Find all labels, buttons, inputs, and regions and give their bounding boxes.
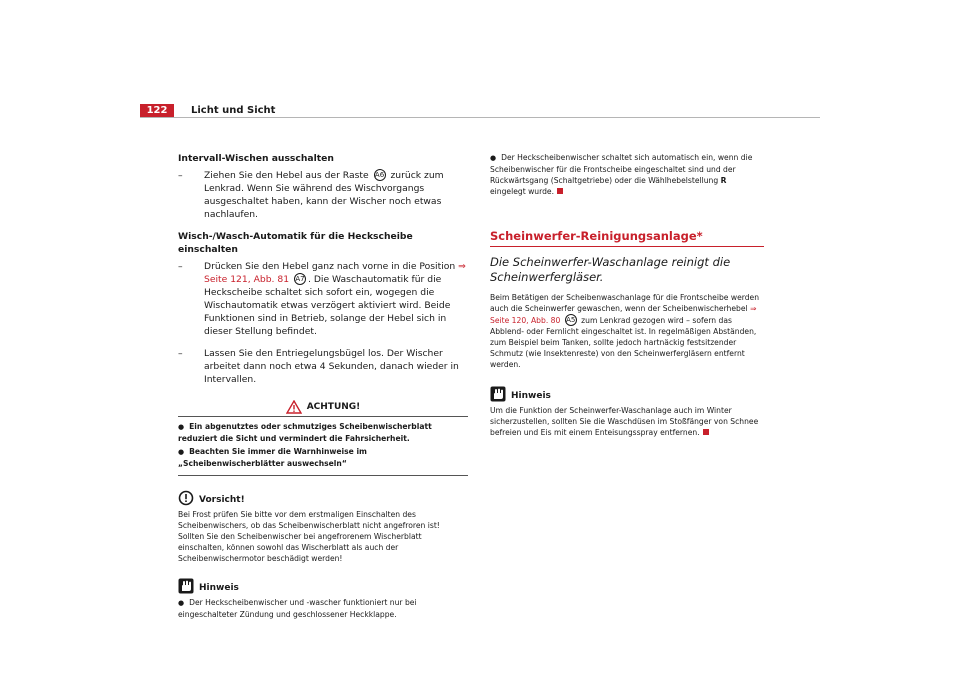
warning-header [178, 398, 468, 417]
headlight-washer-text: Beim Betätigen der Scheibenwaschanlage für die Frontscheibe werden auch die Scheinwerfer gewaschen, wenn der Scheibenwischerhebel ⇒ Seite 120, Abb. 80 A5 zum Lenkrad gezogen wird – sofern das Abblend- oder Fernlicht eingeschaltet ist. In regelmäßigen Abständen, zum Beispiel beim Tanken, sollte jedoch hartnäckig festsitzender Schmutz (wie Insektenreste) von den Scheinwerfergläsern entfernt werden. [490, 293, 760, 369]
rear-wiper-bullet: ● Der Heckscheibenwischer schaltet sich automatisch ein, wenn die Scheibenwischer für die Frontscheibe eingeschaltet sind und der Rückwärtsgang (Schaltgetriebe) oder die Wählhebelstellung R eingelegt wurde. [490, 153, 753, 196]
step-pull-lever [178, 169, 468, 221]
heading-rear-wipe-wash: Wisch-/Wasch-Automatik für die Heckscheibe einschalten [178, 231, 413, 255]
step-text: Lassen Sie den Entriegelungsbügel los. Der Wischer arbeitet dann noch etwa 4 Sekunden, danach wieder in Intervallen. [204, 348, 459, 385]
running-title: Licht und Sicht [191, 105, 276, 116]
step-text: Ziehen Sie den Hebel aus der Raste [204, 170, 369, 181]
note-hand-icon [490, 386, 506, 402]
cross-reference-link[interactable]: ⇒ Seite 121, Abb. 81 [204, 261, 466, 285]
section-header [490, 225, 764, 247]
note-header [178, 578, 468, 594]
warning-box [178, 398, 468, 476]
step-text: Drücken Sie den Hebel ganz nach vorne in die Position [204, 261, 456, 272]
dash: – [178, 261, 183, 272]
warning-title: ACHTUNG! [306, 402, 361, 412]
dash: – [178, 170, 183, 181]
warning-item: ● Ein abgenutztes oder schmutziges Scheibenwischerblatt reduziert die Sicht und vermindert die Fahrsicherheit. [178, 422, 432, 443]
warning-item: ● Beachten Sie immer die Warnhinweise im „Scheibenwischerblätter auswechseln“ [178, 447, 367, 468]
caution-header [178, 490, 468, 506]
end-of-section-icon [557, 188, 563, 194]
note-title: Hinweis [199, 583, 239, 593]
cross-reference-link[interactable]: ⇒ Seite 120, Abb. 80 [490, 304, 757, 325]
step-release-bracket [178, 347, 468, 386]
note-title: Hinweis [511, 391, 551, 401]
label-badge-a7: A7 [295, 275, 305, 283]
left-column [178, 152, 468, 620]
warning-triangle-icon [286, 400, 302, 414]
step-push-lever [178, 260, 468, 338]
step-text: . Die Waschautomatik für die Heckscheibe schaltet sich sofort ein, wogegen die Wischautomatik etwas verzögert aktiviert wird. Beide Funktionen sind in Betrieb, solange der Hebel sich in dieser Stellung befindet. [204, 274, 451, 337]
step-text: zurück zum Lenkrad. Wenn Sie während des Wischvorgangs ausgeschaltet haben, kann der Wischer noch etwas nachlaufen. [204, 170, 444, 220]
caution-title: Vorsicht! [199, 495, 245, 505]
note-hand-icon [178, 578, 194, 594]
exclamation-circle-icon [178, 490, 194, 506]
note-text: Um die Funktion der Scheinwerfer-Waschanlage auch im Winter sicherzustellen, sollten Sie die Waschdüsen im Stoßfänger von Schnee befreien und Eis mit einem Enteisungsspray entfernen. [490, 406, 759, 437]
note-header [490, 386, 764, 402]
heading-interval-off: Intervall-Wischen ausschalten [178, 153, 334, 164]
dash: – [178, 348, 183, 359]
section-title: Scheinwerfer-Reinigungsanlage* [490, 229, 703, 243]
end-of-section-icon [703, 429, 709, 435]
caution-text: Bei Frost prüfen Sie bitte vor dem erstmaligen Einschalten des Scheibenwischers, ob das Scheibenwischerblatt nicht angefroren ist! Sollten Sie den Scheibenwischer bei angefrorenem Wischerblatt einschalten, können sowohl das Wischerblatt als auch der Scheibenwischermotor beschädigt werden! [178, 510, 440, 563]
header-rule [140, 117, 820, 118]
label-badge-a5: A5 [566, 316, 576, 324]
label-badge-a6: A6 [374, 171, 385, 179]
gear-position-r: R [720, 176, 727, 185]
right-column [490, 152, 764, 438]
page-number: 122 [140, 104, 174, 118]
section-subtitle: Die Scheinwerfer-Waschanlage reinigt die Scheinwerfergläser. [490, 255, 731, 284]
note-item: ● Der Heckscheibenwischer und -wascher funktioniert nur bei eingeschalteter Zündung und geschlossener Heckklappe. [178, 598, 417, 619]
